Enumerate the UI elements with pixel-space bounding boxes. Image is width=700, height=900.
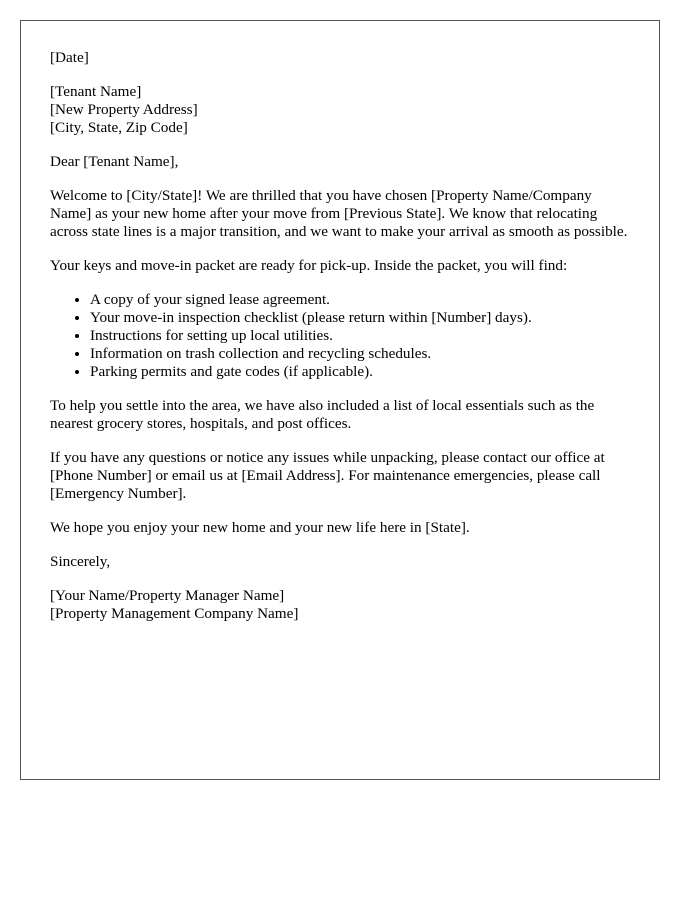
salutation: Dear [Tenant Name], xyxy=(50,153,179,170)
contact-paragraph: If you have any questions or notice any issues while unpacking, please contact our office at [Phone Number] or email us at [Email Address]. For maintenance emergencies, please call [Emergency Number]. xyxy=(50,449,605,502)
farewell-paragraph: We hope you enjoy your new home and your new life here in [State]. xyxy=(50,519,470,536)
packet-intro-paragraph: Your keys and move-in packet are ready for pick-up. Inside the packet, you will find: xyxy=(50,257,568,274)
local-essentials-paragraph: To help you settle into the area, we have also included a list of local essentials such as the nearest grocery stores, hospitals, and post offices. xyxy=(50,397,595,432)
welcome-paragraph: Welcome to [City/State]! We are thrilled that you have chosen [Property Name/Company Name] as your new home after your move from [Previous State]. We know that relocating across state lines is a major transition, and we want to make your arrival as smooth as possible. xyxy=(50,187,628,240)
recipient-city-state-zip: [City, State, Zip Code] xyxy=(50,119,188,136)
letter-date: [Date] xyxy=(50,49,89,66)
signature-name: [Your Name/Property Manager Name] xyxy=(50,587,285,604)
letter-page xyxy=(20,20,660,780)
list-item: • Instructions for setting up local utilities. xyxy=(90,327,629,345)
recipient-address: [New Property Address] xyxy=(50,101,198,118)
recipient-address-block xyxy=(50,83,629,137)
sign-off: Sincerely, xyxy=(50,553,111,570)
list-item: • A copy of your signed lease agreement. xyxy=(90,291,629,309)
list-item: • Your move-in inspection checklist (please return within [Number] days). xyxy=(90,309,629,327)
list-item: • Information on trash collection and recycling schedules. xyxy=(90,345,629,363)
list-item: • Parking permits and gate codes (if applicable). xyxy=(90,363,629,381)
packet-items-list xyxy=(50,291,629,381)
signature-block xyxy=(50,587,629,623)
recipient-name: [Tenant Name] xyxy=(50,83,142,100)
signature-company: [Property Management Company Name] xyxy=(50,605,299,622)
